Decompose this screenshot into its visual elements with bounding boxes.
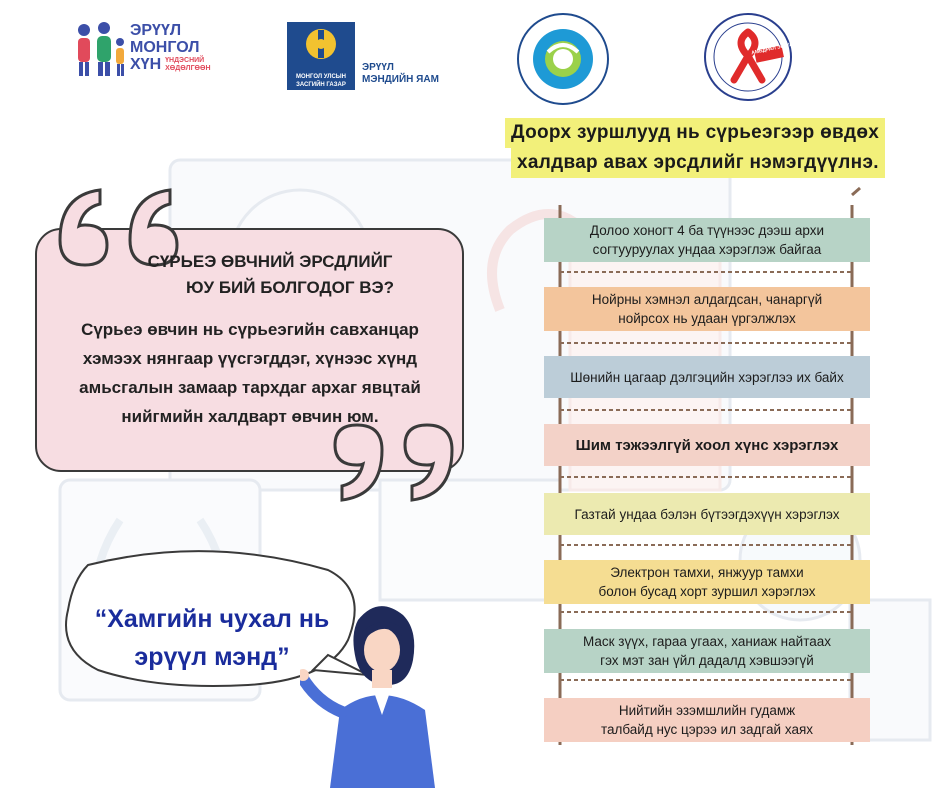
bubble-body-line3: амьсгалын замаар тархдаг архаг явцтай — [79, 378, 421, 397]
risk-label: Газтай ундаа бэлэн бүтээгдэхүүн хэрэглэх — [574, 506, 840, 522]
risk-item-nutrition — [544, 424, 870, 466]
risk-label: Шим тэжээлгүй хоол хүнс хэрэглэх — [575, 436, 839, 454]
ministry-name1: ЭРҮҮЛ — [362, 62, 394, 73]
risk-label: Долоо хоногт 4 ба түүнээс дээш архи согтууруулах ундаа хэрэглэж байгаа — [589, 223, 825, 257]
risk-label: Нойрны хэмнэл алдагдсан, чанаргүй нойрсох нь удаан үргэлжлэх — [591, 292, 823, 326]
soyombo-icon — [287, 22, 355, 68]
aids-badge-text: АМЬДРАЛ ЭРҮҮЛ — [750, 41, 794, 57]
risk-label: Нийтийн эзэмшлийн гудамж талбайд нус цэрээ ил задгай хаях — [600, 703, 814, 737]
risk-item-sleep — [544, 287, 870, 331]
risk-item-spitting — [544, 698, 870, 742]
bubble-body-line2: хэмээх нянгаар үүсгэгддэг, хүнээс хүнд — [82, 349, 418, 368]
emblem-text1: МОНГОЛ УЛСЫН — [296, 74, 346, 80]
bubble-body — [40, 315, 460, 431]
bubble-body-line4: нийгмийн халдварт өвчин юм. — [121, 407, 379, 426]
logo1-sub1: ҮНДЭСНИЙ — [165, 57, 205, 64]
healthy-mongolian-logo — [130, 22, 211, 73]
bubble-title-line2: ЮУ БИЙ БОЛГОДОГ ВЭ? — [185, 278, 395, 297]
family-figures-icon — [70, 18, 130, 80]
bubble-body-line1: Сүрьеэ өвчин нь сүрьеэгийн савханцар — [81, 320, 419, 339]
bubble-title — [100, 249, 440, 301]
logo1-line1: ЭРҮҮЛ — [130, 22, 182, 39]
woman-presenter-illustration — [300, 600, 460, 788]
logo1-line3: ХҮН — [130, 56, 162, 73]
ministry-name2: МЭНДИЙН ЯАМ — [362, 74, 439, 85]
risk-label: Электрон тамхи, янжуур тамхи болон бусад хорт зуршил хэрэглэх — [598, 565, 816, 599]
quote-line1: “Хамгийн чухал нь — [94, 605, 330, 633]
aids-ribbon-logo — [703, 12, 793, 102]
ncph-logo — [516, 12, 610, 106]
risk-item-hygiene — [544, 629, 870, 673]
risk-item-alcohol — [544, 218, 870, 262]
risk-headline — [505, 118, 925, 178]
government-emblem — [287, 22, 355, 90]
risk-label: Шөнийн цагаар дэлгэцийн хэрэглээ их байх — [570, 369, 844, 385]
bubble-title-line1: СҮРЬЕЭ ӨВЧНИЙ ЭРСДЛИЙГ — [147, 252, 393, 271]
logo1-sub2: ХӨДӨЛГӨӨН — [165, 65, 211, 72]
risk-item-screen — [544, 356, 870, 398]
risk-item-soda — [544, 493, 870, 535]
emblem-text2: ЗАСГИЙН ГАЗАР — [296, 82, 346, 88]
headline-line2: халдвар авах эрсдлийг нэмэгдүүлнэ. — [511, 148, 885, 178]
risk-item-smoking — [544, 560, 870, 604]
headline-line1: Доорх зуршлууд нь сүрьеэгээр өвдөх — [505, 118, 885, 148]
risk-label: Маск зүүх, гараа угаах, ханиаж найтаах гэх мэт зан үйл дадалд хэвшээгүй — [582, 634, 831, 668]
quote-line2: эрүүл мэнд” — [134, 643, 290, 671]
ministry-logo-text — [362, 62, 439, 86]
logo1-line2: МОНГОЛ — [130, 39, 200, 56]
